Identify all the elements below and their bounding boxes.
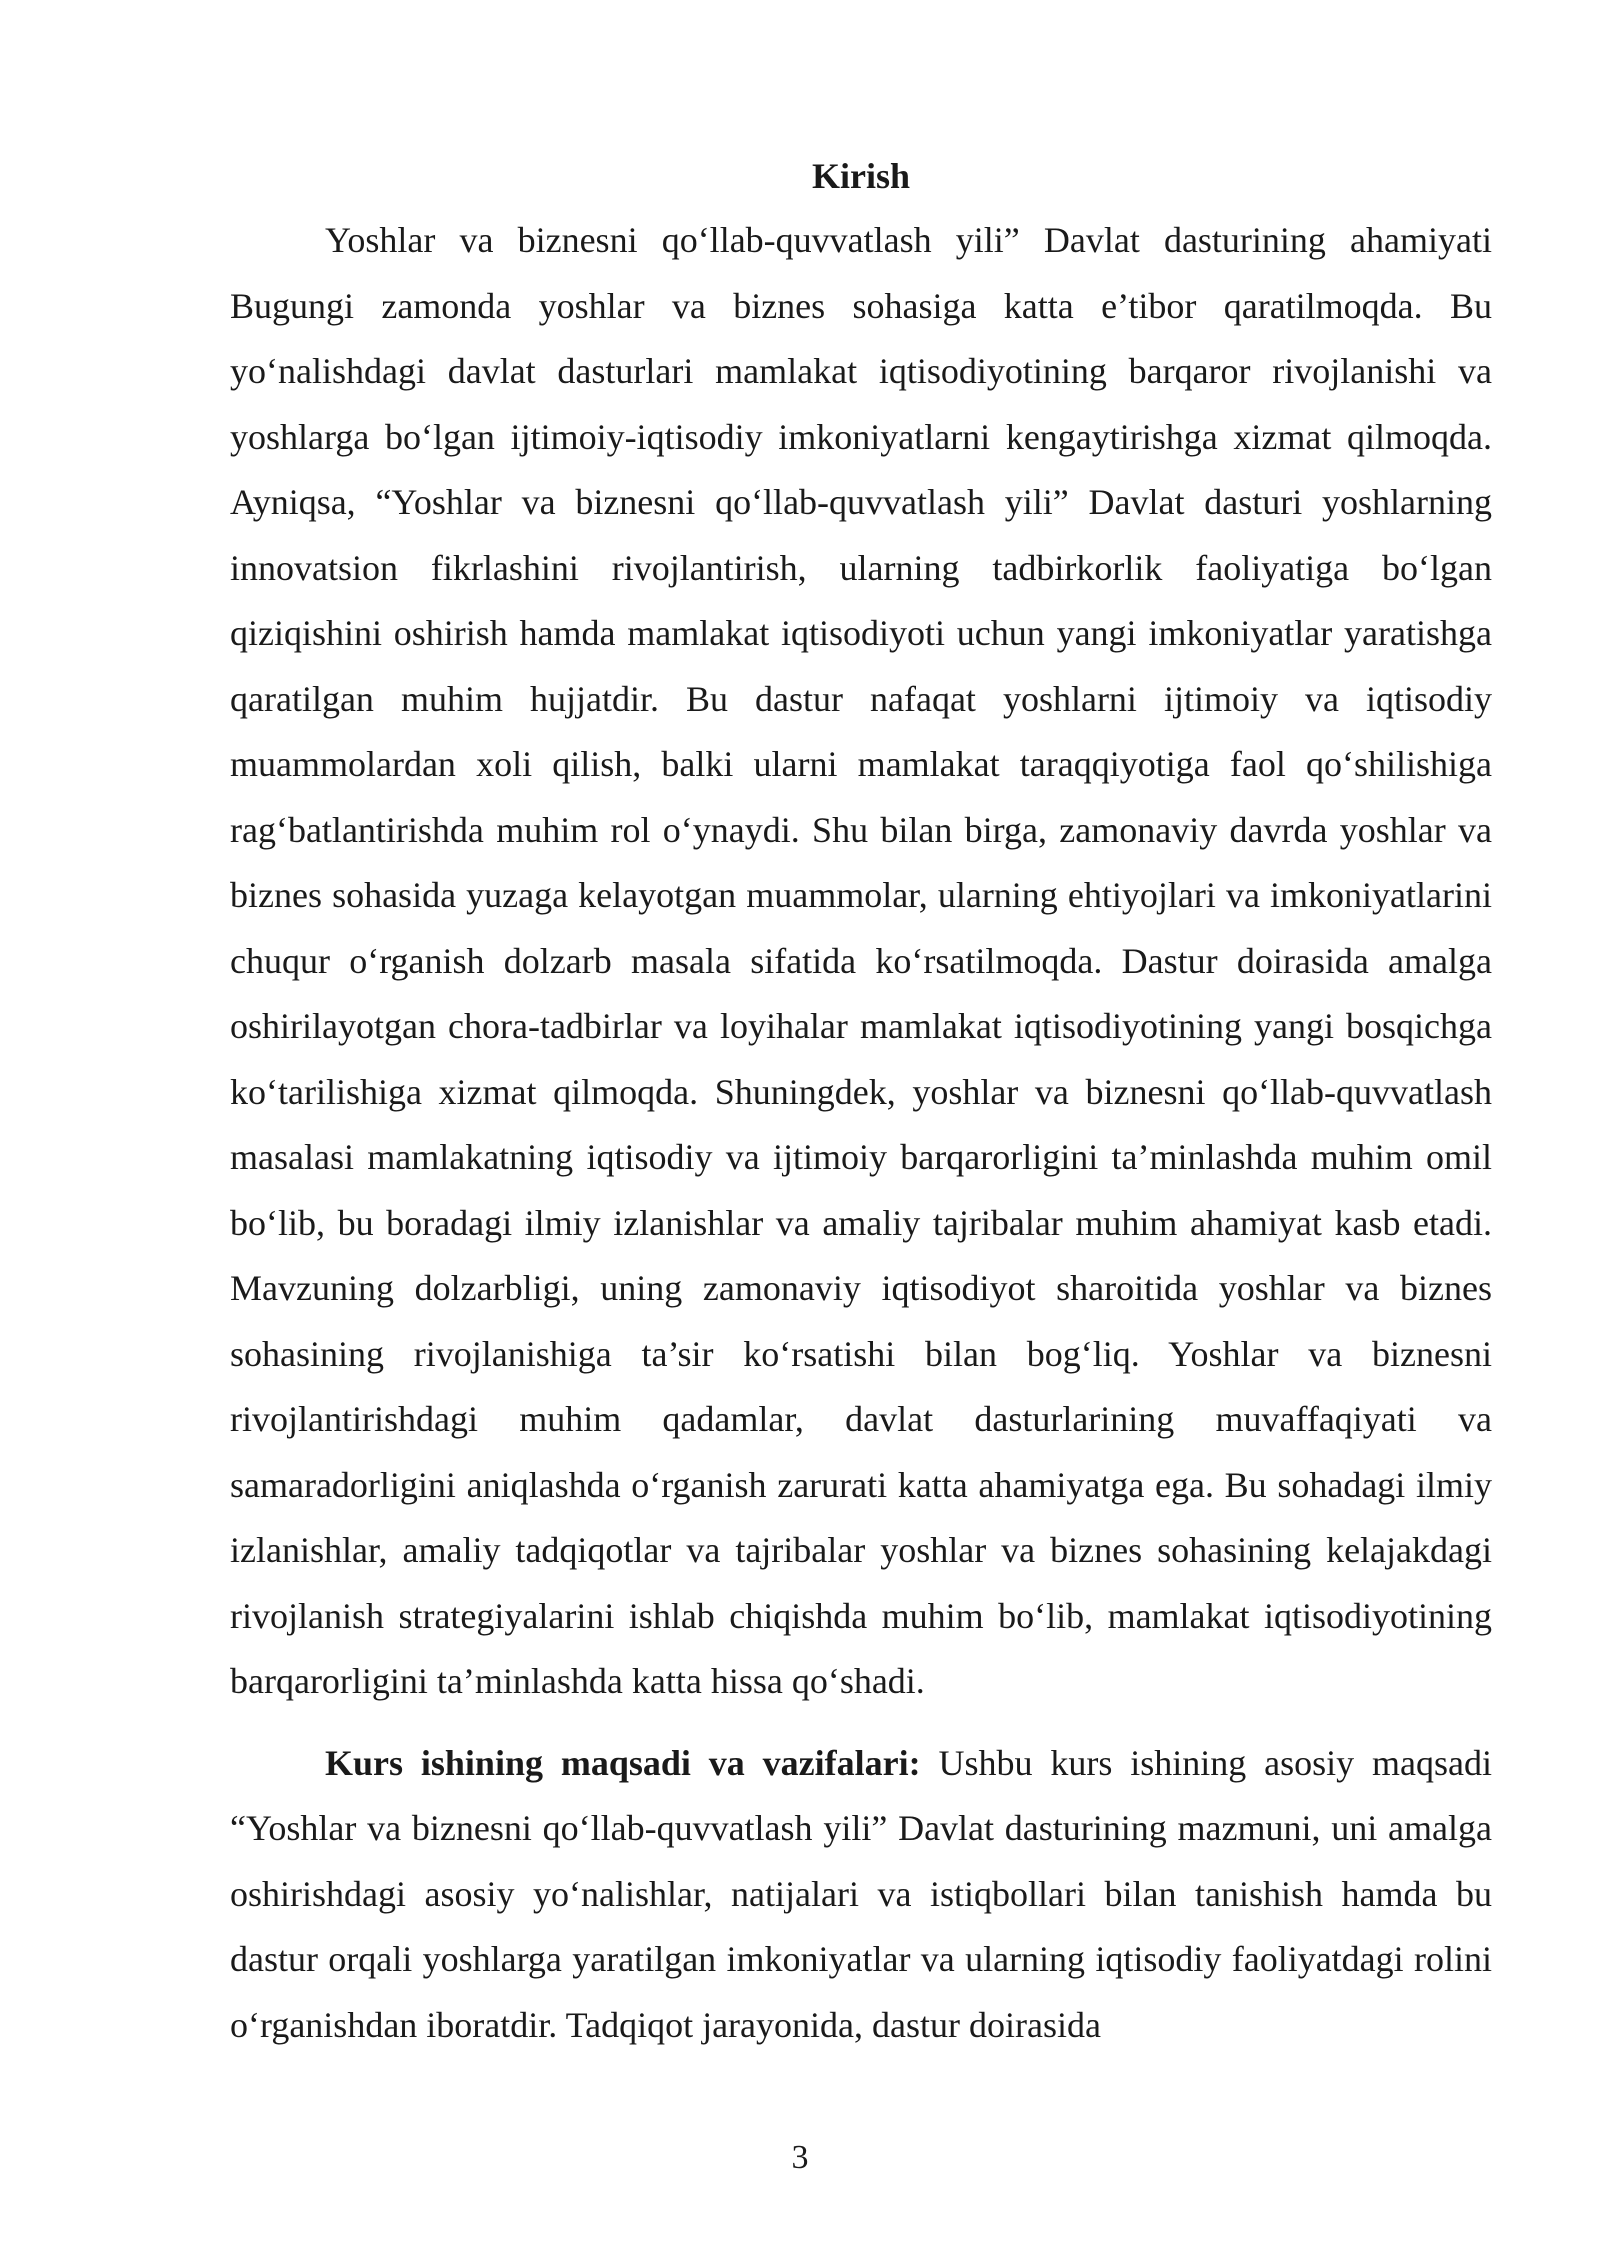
page-number: 3: [791, 2139, 809, 2176]
document-page: [230, 150, 1492, 2058]
goals-paragraph-body: Ushbu kurs ishining asosiy maqsadi “Yoshlar va biznesni qo‘llab-quvvatlash yili” Davlat dasturining mazmuni, uni amalga oshirishdagi asosiy yo‘nalishlar, natijalari va istiqbollari bilan tanishish hamda bu dastur orqali yoshlarga yaratilgan imkoniyatlar va ularning iqtisodiy faoliyatdagi rolini o‘rganishdan iboratdir. Tadqiqot jarayonida, dastur doirasida: [230, 1742, 1493, 2045]
intro-paragraph: Yoshlar va biznesni qo‘llab-quvvatlash yili” Davlat dasturining ahamiyati Bugungi zamonda yoshlar va biznes sohasiga katta e’tibor qaratilmoqda. Bu yo‘nalishdagi davlat dasturlari mamlakat iqtisodiyotining barqaror rivojlanishi va yoshlarga bo‘lgan ijtimoiy-iqtisodiy imkoniyatlarni kengaytirishga xizmat qilmoqda. Ayniqsa, “Yoshlar va biznesni qo‘llab-quvvatlash yili” Davlat dasturi yoshlarning innovatsion fikrlashini rivojlantirish, ularning tadbirkorlik faoliyatiga bo‘lgan qiziqishini oshirish hamda mamlakat iqtisodiyoti uchun yangi imkoniyatlar yaratishga qaratilgan muhim hujjatdir. Bu dastur nafaqat yoshlarni ijtimoiy va iqtisodiy muammolardan xoli qilish, balki ularni mamlakat taraqqiyotiga faol qo‘shilishiga rag‘batlantirishda muhim rol o‘ynaydi. Shu bilan birga, zamonaviy davrda yoshlar va biznes sohasida yuzaga kelayotgan muammolar, ularning ehtiyojlari va imkoniyatlarini chuqur o‘rganish dolzarb masala sifatida ko‘rsatilmoqda. Dastur doirasida amalga oshirilayotgan chora-tadbirlar va loyihalar mamlakat iqtisodiyotining yangi bosqichga ko‘tarilishiga xizmat qilmoqda. Shuningdek, yoshlar va biznesni qo‘llab-quvvatlash masalasi mamlakatning iqtisodiy va ijtimoiy barqarorligini ta’minlashda muhim omil bo‘lib, bu boradagi ilmiy izlanishlar va amaliy tajribalar muhim ahamiyat kasb etadi. Mavzuning dolzarbligi, uning zamonaviy iqtisodiyot sharoitida yoshlar va biznes sohasining rivojlanishiga ta’sir ko‘rsatishi bilan bog‘liq. Yoshlar va biznesni rivojlantirishdagi muhim qadamlar, davlat dasturlarining muvaffaqiyati va samaradorligini aniqlashda o‘rganish zarurati katta ahamiyatga ega. Bu sohadagi ilmiy izlanishlar, amaliy tadqiqotlar va tajribalar yoshlar va biznes sohasining kelajakdagi rivojlanish strategiyalarini ishlab chiqishda muhim bo‘lib, mamlakat iqtisodiyotining barqarorligini ta’minlashda katta hissa qo‘shadi.: [230, 220, 1492, 1701]
goals-paragraph: [230, 1731, 1492, 2059]
section-heading: Kirish: [811, 156, 910, 196]
goals-paragraph-lead: Kurs ishining maqsadi va vazifalari:: [325, 1742, 921, 1783]
